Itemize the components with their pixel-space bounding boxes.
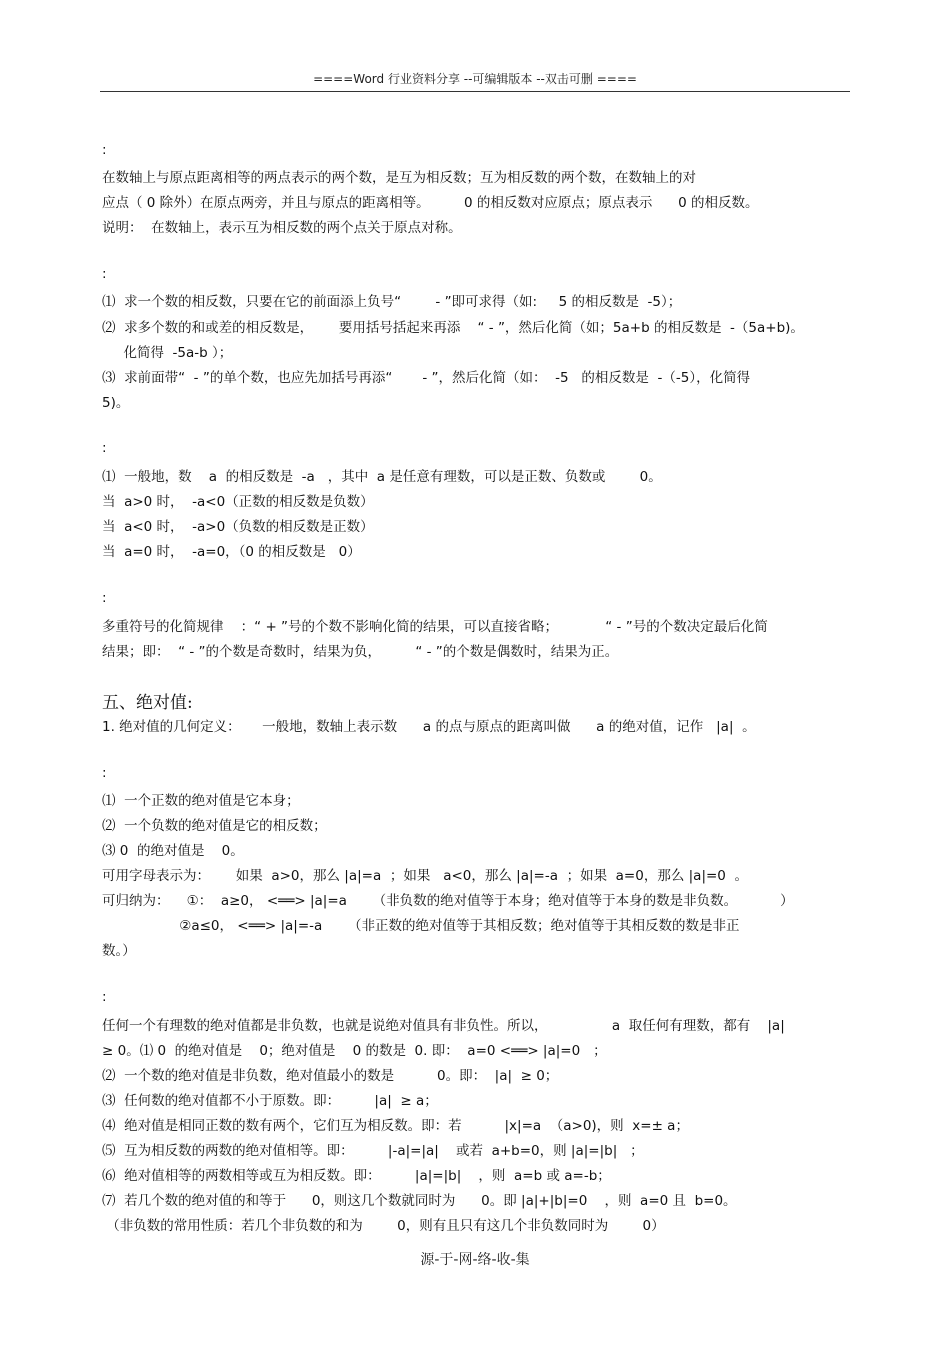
section-heading: 五、绝对值:: [102, 693, 193, 713]
text-line: 化简得 -5a-b ）；: [102, 345, 233, 361]
text-line: ⑵ 一个负数的绝对值是它的相反数；: [102, 818, 327, 834]
text-line: :: [102, 989, 107, 1005]
text-line: :: [102, 266, 107, 282]
text-line: ⑵ 一个数的绝对值是非负数，绝对值最小的数是 0。即： |a| ≥ 0；: [102, 1068, 559, 1084]
text-line: ⑶ 求前面带“ - ”的单个数，也应先加括号再添“ - ”，然后化简（如： -5 的相反数是 -（-5），化简得: [102, 370, 751, 386]
text-line: 多重符号的化简规律 ：“ + ”号的个数不影响化简的结果，可以直接省略； “ - ”号的个数决定最后化简: [102, 619, 768, 635]
page-footer: 源-于-网-络-收-集: [420, 1252, 530, 1268]
text-line: 1. 绝对值的几何定义： 一般地，数轴上表示数 a 的点与原点的距离叫做 a 的绝对值，记作 |a| 。: [102, 719, 756, 735]
text-line: 当 a>0 时， -a<0（正数的相反数是负数）: [102, 494, 374, 510]
text-line: ≥ 0。⑴ 0 的绝对值是 0；绝对值是 0 的数是 0. 即： a=0 <══> |a|=0 ；: [102, 1043, 607, 1059]
text-line: ⑴ 求一个数的相反数，只要在它的前面添上负号“ - ”即可求得（如: 5 的相反数是 -5）；: [102, 294, 682, 310]
text-line: ⑴ 一个正数的绝对值是它本身；: [102, 793, 300, 809]
text-line: 可用字母表示为： 如果 a>0，那么 |a|=a ；如果 a<0，那么 |a|=-a ；如果 a=0，那么 |a|=0 。: [102, 868, 748, 884]
text-line: :: [102, 142, 107, 158]
text-line: 说明： 在数轴上，表示互为相反数的两个点关于原点对称。: [102, 220, 462, 236]
text-line: ⑵ 求多个数的和或差的相反数是， 要用括号括起来再添 “ - ”，然后化简（如；5a+b 的相反数是 -（5a+b)。: [102, 320, 804, 336]
text-line: ⑶ 0 的绝对值是 0。: [102, 843, 244, 859]
text-line: ②a≤0， <══> |a|=-a （非正数的绝对值等于其相反数；绝对值等于其相反数的数是非正: [102, 918, 740, 934]
text-line: 当 a=0 时， -a=0，（0 的相反数是 0）: [102, 544, 361, 560]
text-line: 结果；即： “ - ”的个数是奇数时，结果为负， “ - ”的个数是偶数时，结果为正。: [102, 644, 619, 660]
page-header: ====Word 行业资料分享 --可编辑版本 --双击可删 ====: [313, 72, 637, 86]
text-line: 数。）: [102, 943, 136, 959]
text-line: 应点（ 0 除外）在原点两旁，并且与原点的距离相等。 0 的相反数对应原点；原点表示 0 的相反数。: [102, 195, 759, 211]
text-line: 任何一个有理数的绝对值都是非负数，也就是说绝对值具有非负性。所以， a 取任何有理数，都有 |a|: [102, 1018, 785, 1034]
text-line: （非负数的常用性质：若几个非负数的和为 0，则有且只有这几个非负数同时为 0）: [102, 1218, 665, 1234]
text-line: ⑺ 若几个数的绝对值的和等于 0，则这几个数就同时为 0。即 |a|+|b|=0 ，则 a=0 且 b=0。: [102, 1193, 737, 1209]
text-line: 可归纳为： ①： a≥0， <══> |a|=a （非负数的绝对值等于本身；绝对值等于本身的数是非负数。 ）: [102, 893, 794, 909]
header-rule: [100, 91, 850, 92]
text-line: :: [102, 765, 107, 781]
text-line: 在数轴上与原点距离相等的两点表示的两个数，是互为相反数；互为相反数的两个数，在数轴上的对: [102, 170, 696, 186]
text-line: ⑷ 绝对值是相同正数的数有两个，它们互为相反数。即：若 |x|=a （a>0)，则 x=± a；: [102, 1118, 689, 1134]
text-line: ⑹ 绝对值相等的两数相等或互为相反数。即： |a|=|b| ，则 a=b 或 a=-b；: [102, 1168, 611, 1184]
text-line: :: [102, 590, 107, 606]
text-line: ⑶ 任何数的绝对值都不小于原数。即： |a| ≥ a；: [102, 1093, 438, 1109]
text-line: ⑴ 一般地，数 a 的相反数是 -a ，其中 a 是任意有理数，可以是正数、负数或 0。: [102, 469, 662, 485]
text-line: ⑸ 互为相反数的两数的绝对值相等。即： |-a|=|a| 或若 a+b=0，则 |a|=|b| ；: [102, 1143, 644, 1159]
text-line: :: [102, 440, 107, 456]
text-line: 当 a<0 时， -a>0（负数的相反数是正数）: [102, 519, 374, 535]
text-line: 5)。: [102, 395, 130, 411]
